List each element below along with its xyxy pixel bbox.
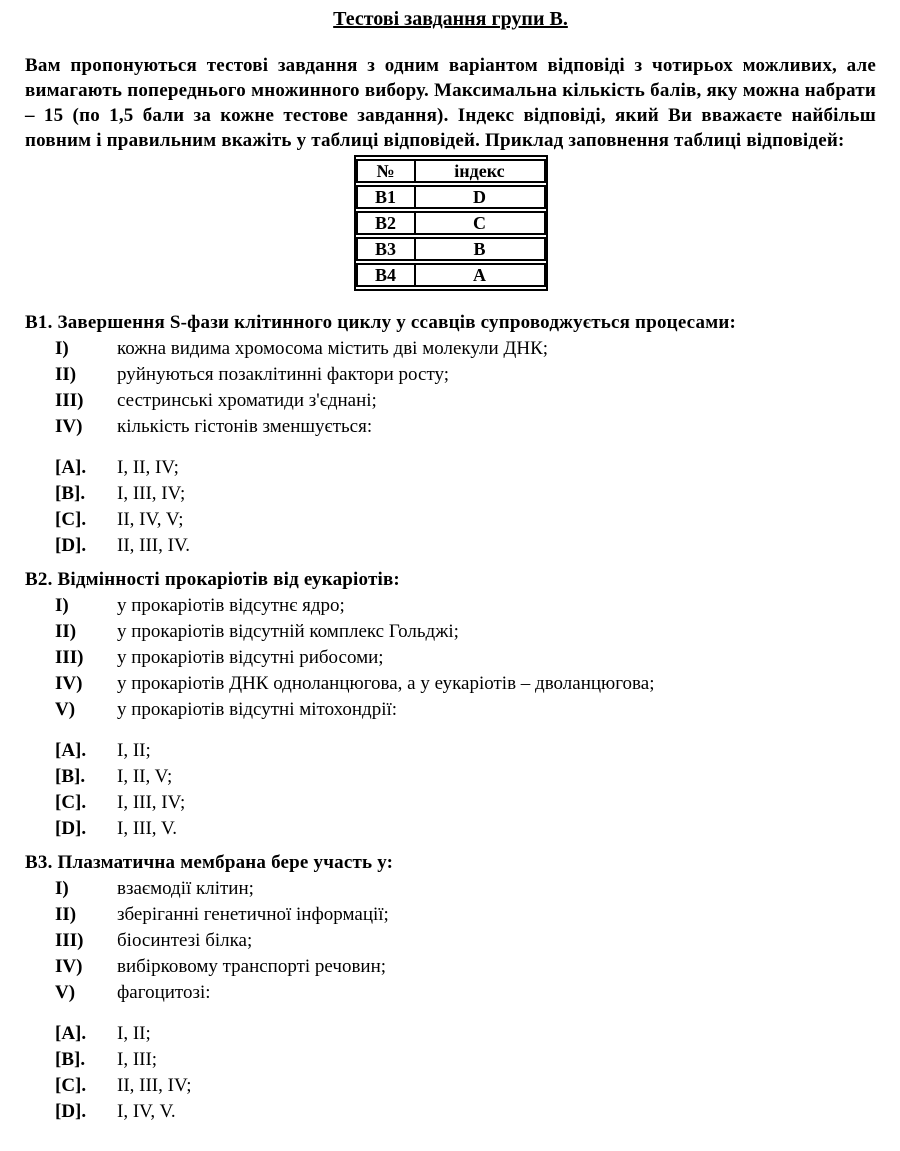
option-text: I, II, IV; — [117, 457, 179, 478]
page-title: Тестові завдання групи В. — [333, 8, 568, 30]
statement-item — [25, 336, 876, 362]
answer-option — [25, 507, 876, 533]
statement-text: зберіганні генетичної інформації; — [117, 904, 389, 925]
statement-label: IV) — [55, 956, 83, 977]
answer-option — [25, 533, 876, 559]
statement-label: III) — [55, 647, 84, 668]
statement-label: III) — [55, 930, 84, 951]
statement-label: V) — [55, 982, 76, 1003]
statement-text: кожна видима хромосома містить дві молекули ДНК; — [117, 338, 549, 359]
statement-item — [25, 980, 876, 1006]
question-number: В3. — [25, 852, 53, 873]
question-block-b2 — [25, 566, 876, 842]
question-heading — [25, 309, 876, 336]
option-label: [C]. — [55, 509, 87, 530]
statement-text: у прокаріотів відсутні рибосоми; — [117, 647, 384, 668]
statement-label: V) — [55, 699, 76, 720]
column-header-index: індекс — [416, 159, 546, 183]
table-row — [356, 263, 546, 287]
question-number: В2. — [25, 569, 53, 590]
answer-options — [25, 455, 876, 559]
questions-section — [25, 309, 876, 1125]
statement-item — [25, 619, 876, 645]
statement-item — [25, 414, 876, 440]
cell-answer-index: A — [416, 263, 546, 287]
column-header-number: № — [356, 159, 416, 183]
question-block-b1 — [25, 309, 876, 559]
statement-text: кількість гістонів зменшується: — [117, 416, 373, 437]
option-text: I, III, IV; — [117, 792, 186, 813]
statement-item — [25, 362, 876, 388]
answer-option — [25, 455, 876, 481]
cell-question-number: В1 — [356, 185, 416, 209]
option-text: I, III, IV; — [117, 483, 186, 504]
question-block-b3 — [25, 849, 876, 1125]
statement-text: у прокаріотів відсутнє ядро; — [117, 595, 345, 616]
statement-text: руйнуються позаклітинні фактори росту; — [117, 364, 450, 385]
statement-text: біосинтезі білка; — [117, 930, 253, 951]
question-text: Плазматична мембрана бере участь у: — [57, 852, 394, 873]
statement-item — [25, 928, 876, 954]
example-answer-table — [354, 155, 548, 291]
question-text: Відмінності прокаріотів від еукаріотів: — [57, 569, 400, 590]
statement-text: фагоцитозі: — [117, 982, 211, 1003]
statement-item — [25, 671, 876, 697]
answer-option — [25, 790, 876, 816]
table-row — [356, 185, 546, 209]
answer-option — [25, 1047, 876, 1073]
statement-item — [25, 902, 876, 928]
cell-question-number: В4 — [356, 263, 416, 287]
option-label: [D]. — [55, 535, 87, 556]
statement-text: у прокаріотів відсутні мітохондрії: — [117, 699, 398, 720]
cell-question-number: В2 — [356, 211, 416, 235]
option-label: [A]. — [55, 457, 87, 478]
statement-item — [25, 876, 876, 902]
option-label: [D]. — [55, 818, 87, 839]
option-label: [C]. — [55, 792, 87, 813]
option-label: [D]. — [55, 1101, 87, 1122]
answer-option — [25, 1073, 876, 1099]
example-table-wrapper — [25, 155, 876, 291]
answer-options — [25, 1021, 876, 1125]
cell-answer-index: D — [416, 185, 546, 209]
statement-item — [25, 645, 876, 671]
option-text: II, III, IV. — [117, 535, 190, 556]
table-row — [356, 237, 546, 261]
question-text: Завершення S-фази клітинного циклу у ссавців супроводжується процесами: — [57, 312, 737, 333]
intro-paragraph: Вам пропонуються тестові завдання з одним варіантом відповіді з чотирьох можливих, але вимагають попереднього множинного вибору. Максимальна кількість балів, яку можна набрати – 15 (по 1,5 бали за кожне тестове завдання). Індекс відповіді, який Ви вважаєте найбільш повним і правильним вкажіть у таблиці відповідей. Приклад заповнення таблиці відповідей: — [25, 55, 876, 151]
option-text: I, III, V. — [117, 818, 177, 839]
statement-text: вибірковому транспорті речовин; — [117, 956, 387, 977]
statement-label: II) — [55, 621, 77, 642]
answer-option — [25, 764, 876, 790]
table-row — [356, 211, 546, 235]
answer-option — [25, 1021, 876, 1047]
statement-label: IV) — [55, 416, 83, 437]
statement-item — [25, 954, 876, 980]
answer-option — [25, 481, 876, 507]
statement-item — [25, 593, 876, 619]
option-label: [A]. — [55, 1023, 87, 1044]
statement-label: I) — [55, 595, 69, 616]
cell-answer-index: B — [416, 237, 546, 261]
option-text: II, IV, V; — [117, 509, 184, 530]
statement-item — [25, 697, 876, 723]
question-heading — [25, 849, 876, 876]
option-text: I, II; — [117, 740, 151, 761]
cell-answer-index: C — [416, 211, 546, 235]
option-text: I, IV, V. — [117, 1101, 176, 1122]
option-label: [B]. — [55, 483, 86, 504]
statement-text: взаємодії клітин; — [117, 878, 254, 899]
answer-option — [25, 816, 876, 842]
statement-text: у прокаріотів відсутній комплекс Гольджі; — [117, 621, 459, 642]
option-label: [C]. — [55, 1075, 87, 1096]
answer-options — [25, 738, 876, 842]
statement-label: I) — [55, 878, 69, 899]
statement-label: III) — [55, 390, 84, 411]
option-text: I, II, V; — [117, 766, 173, 787]
option-text: I, III; — [117, 1049, 158, 1070]
statement-label: I) — [55, 338, 69, 359]
option-label: [B]. — [55, 766, 86, 787]
option-label: [A]. — [55, 740, 87, 761]
option-label: [B]. — [55, 1049, 86, 1070]
option-text: II, III, IV; — [117, 1075, 192, 1096]
cell-question-number: В3 — [356, 237, 416, 261]
statement-label: II) — [55, 904, 77, 925]
question-heading — [25, 566, 876, 593]
table-header-row — [356, 159, 546, 183]
statement-item — [25, 388, 876, 414]
statement-label: II) — [55, 364, 77, 385]
option-text: I, II; — [117, 1023, 151, 1044]
statement-text: сестринські хроматиди з'єднані; — [117, 390, 377, 411]
question-number: В1. — [25, 312, 53, 333]
statement-text: у прокаріотів ДНК одноланцюгова, а у еукаріотів – дволанцюгова; — [117, 673, 655, 694]
statement-label: IV) — [55, 673, 83, 694]
answer-option — [25, 1099, 876, 1125]
answer-option — [25, 738, 876, 764]
